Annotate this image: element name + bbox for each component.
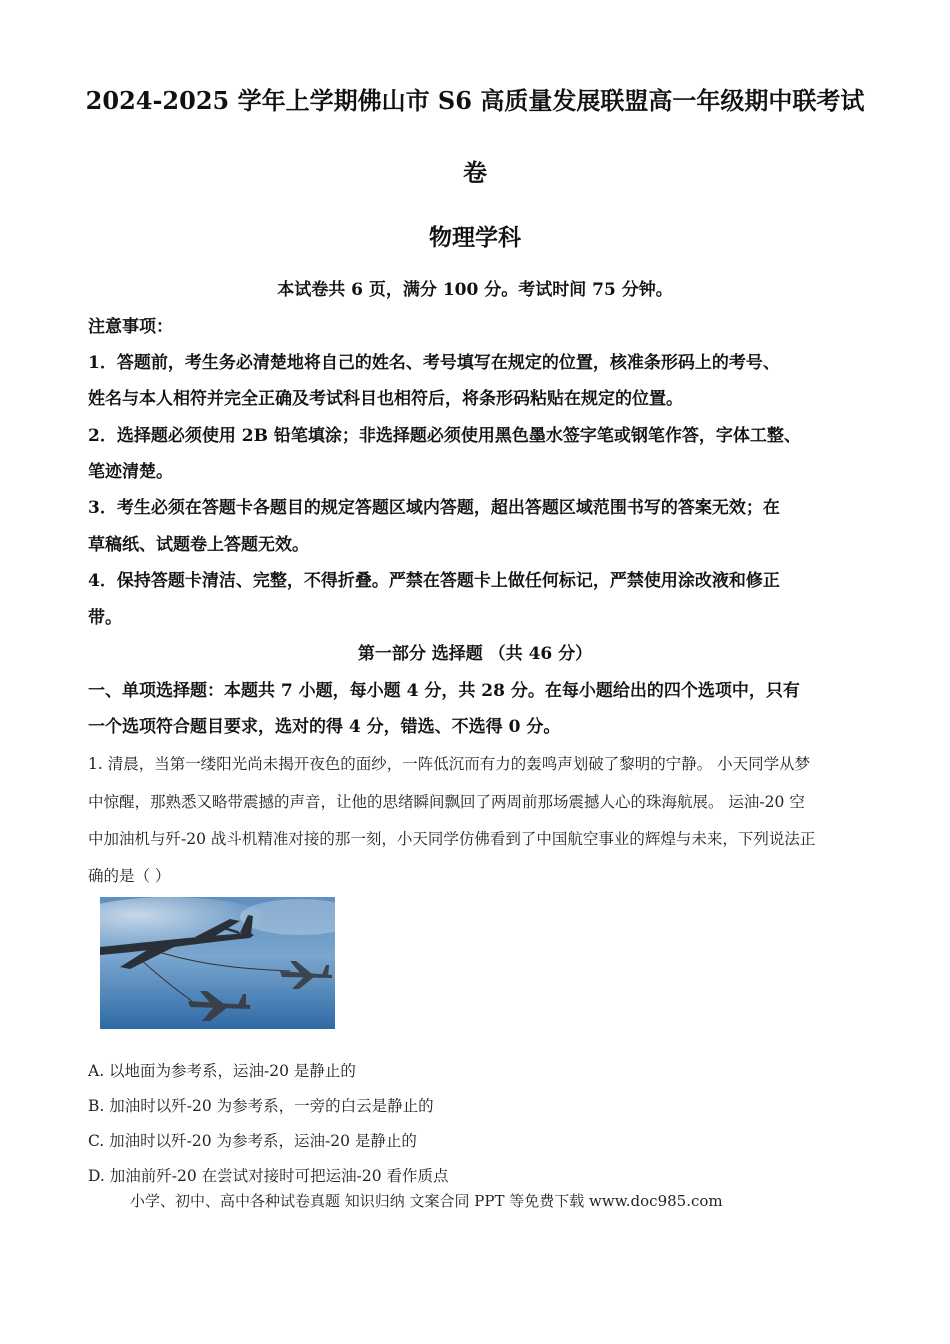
exam-title-line1: 2024-2025 学年上学期佛山市 S6 高质量发展联盟高一年级期中联考试 xyxy=(85,86,865,115)
question-stem-line: 1. 清晨，当第一缕阳光尚未揭开夜色的面纱，一阵低沉而有力的轰鸣声划破了黎明的宁静。 小天同学从梦 xyxy=(88,755,811,773)
section-instruction: 一、单项选择题：本题共 7 小题，每小题 4 分，共 28 分。在每小题给出的四个选项中，只有 xyxy=(88,681,800,701)
question-stem-line: 中惊醒，那熟悉又略带震撼的声音，让他的思绪瞬间飘回了两周前那场震撼人心的珠海航展。 运油-20 空 xyxy=(88,793,805,811)
notice-line: 3．考生必须在答题卡各题目的规定答题区域内答题，超出答题区域范围书写的答案无效；在 xyxy=(88,498,780,518)
exam-title-line2: 卷 xyxy=(463,158,487,187)
section-instruction: 一个选项符合题目要求，选对的得 4 分，错选、不选得 0 分。 xyxy=(88,717,561,737)
question-stem-line: 确的是（ ） xyxy=(88,867,171,885)
footer-watermark: 小学、初中、高中各种试卷真题 知识归纳 文案合同 PPT 等免费下载 www.doc985.com xyxy=(130,1192,723,1210)
option-a: A. 以地面为参考系，运油-20 是静止的 xyxy=(88,1062,356,1080)
subject-title: 物理学科 xyxy=(429,224,521,251)
part1-title: 第一部分 选择题 （共 46 分） xyxy=(357,644,593,664)
notice-line: 草稿纸、试题卷上答题无效。 xyxy=(88,535,309,555)
notice-line: 姓名与本人相符并完全正确及考试科目也相符后，将条形码粘贴在规定的位置。 xyxy=(88,389,683,409)
aerial-refueling-photo xyxy=(100,897,335,1029)
option-b: B. 加油时以歼-20 为参考系，一旁的白云是静止的 xyxy=(88,1097,434,1115)
option-d: D. 加油前歼-20 在尝试对接时可把运油-20 看作质点 xyxy=(88,1167,449,1185)
notice-heading: 注意事项： xyxy=(88,317,173,337)
exam-info: 本试卷共 6 页，满分 100 分。考试时间 75 分钟。 xyxy=(277,280,673,300)
notice-line: 带。 xyxy=(88,608,122,628)
option-c: C. 加油时以歼-20 为参考系，运油-20 是静止的 xyxy=(88,1132,417,1150)
notice-line: 4．保持答题卡清洁、完整，不得折叠。严禁在答题卡上做任何标记，严禁使用涂改液和修正 xyxy=(88,571,780,591)
notice-line: 2．选择题必须使用 2B 铅笔填涂；非选择题必须使用黑色墨水签字笔或钢笔作答，字体工整、 xyxy=(88,426,801,446)
notice-line: 1．答题前，考生务必清楚地将自己的姓名、考号填写在规定的位置，核准条形码上的考号、 xyxy=(88,353,780,373)
notice-line: 笔迹清楚。 xyxy=(88,462,173,482)
question-stem-line: 中加油机与歼-20 战斗机精准对接的那一刻，小天同学仿佛看到了中国航空事业的辉煌与未来，下列说法正 xyxy=(88,830,816,848)
